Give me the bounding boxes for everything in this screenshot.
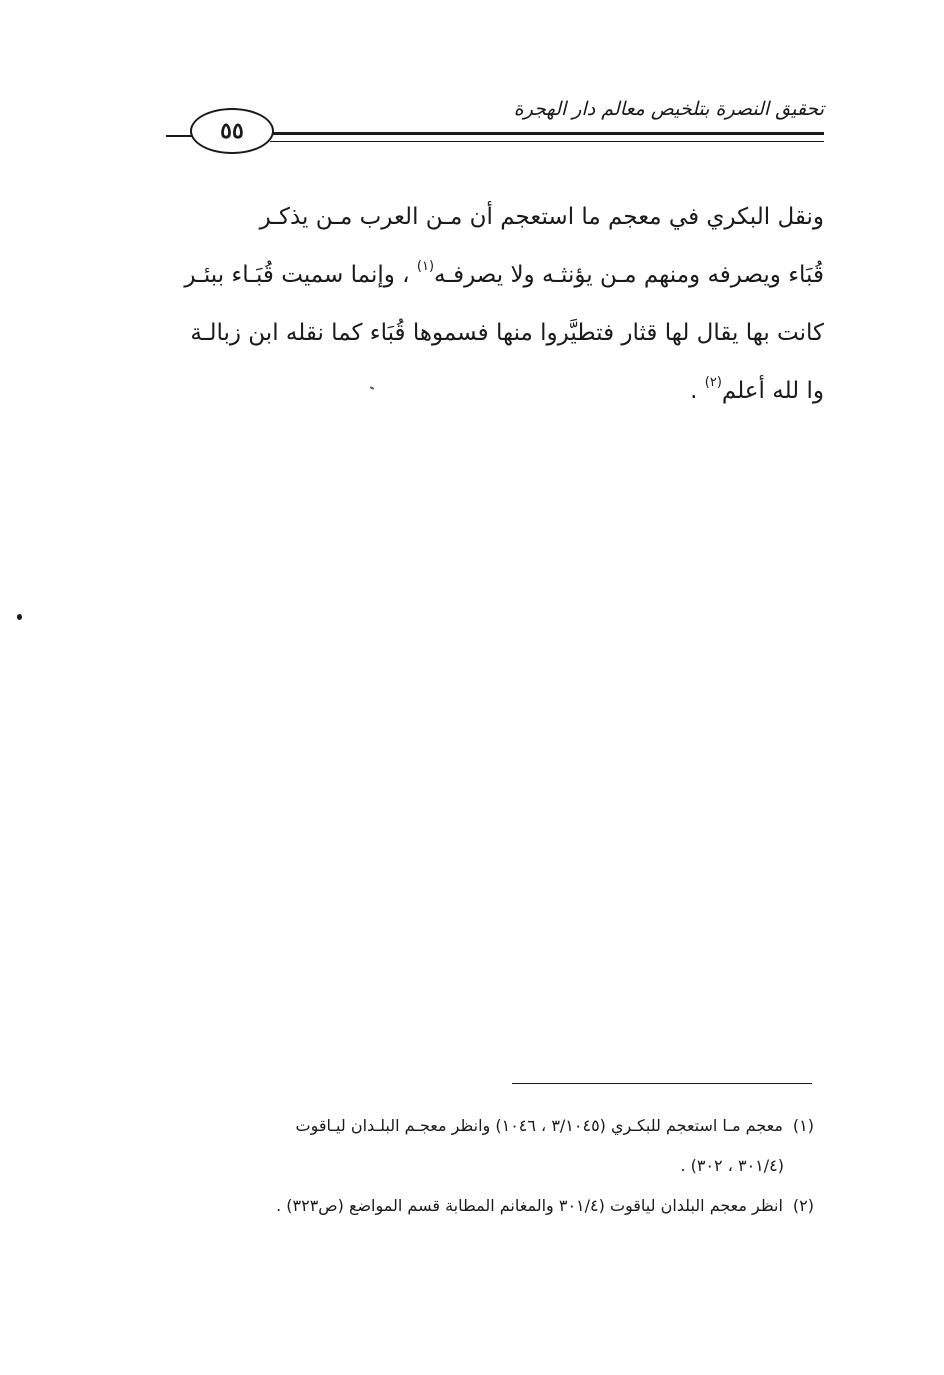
running-header-title: تحقيق النصرة بتلخيص معالم دار الهجرة bbox=[513, 98, 824, 120]
footnote-ref-2[interactable]: (٢) bbox=[704, 375, 722, 390]
body-paragraph bbox=[134, 188, 824, 420]
footnote-text: معجم مـا استعجم للبكـري (٣/١٠٤٥ ، ١٠٤٦) وانظر معجـم البلـدان ليـاقوت bbox=[295, 1116, 783, 1135]
body-line-3: كانت بها يقال لها قثار فتطيَّروا منها فسموها قُبَاء كما نقله ابن زبالـة bbox=[190, 320, 824, 346]
body-line-4: وا لله أعلم$^{(٢)}$ . bbox=[690, 375, 824, 404]
footnote-2 bbox=[130, 1186, 814, 1226]
footnote-number: (١) bbox=[792, 1116, 814, 1135]
footnote-1-continuation: (٣٠١/٤ ، ٣٠٢) . bbox=[680, 1156, 784, 1175]
footnote-separator bbox=[512, 1083, 812, 1084]
footnote-1 bbox=[130, 1106, 814, 1146]
page-number bbox=[190, 108, 274, 154]
header-rule-thick bbox=[270, 132, 824, 135]
footnotes bbox=[130, 1106, 814, 1226]
scan-speck bbox=[17, 614, 22, 620]
page-number-text: ٥٥ bbox=[220, 118, 244, 144]
footnote-number: (٢) bbox=[792, 1196, 814, 1215]
body-line-1: ونقل البكري في معجم ما استعجم أن مـن العرب مـن يذكـر bbox=[259, 204, 824, 230]
footnote-ref-1[interactable]: (١) bbox=[416, 259, 435, 274]
body-line-2: قُبَاء ويصرفه ومنهم مـن يؤنثـه ولا يصرفـه$^{(١)}$ ، وإنما سميت قُبَـاء ببئـر bbox=[184, 259, 824, 288]
footnote-text: انظر معجم البلدان لياقوت (٣٠١/٤ والمغانم المطابة قسم المواضع (ص٣٢٣) . bbox=[276, 1196, 783, 1215]
header-rule-thin bbox=[270, 141, 824, 142]
header-rule-left bbox=[166, 135, 192, 137]
